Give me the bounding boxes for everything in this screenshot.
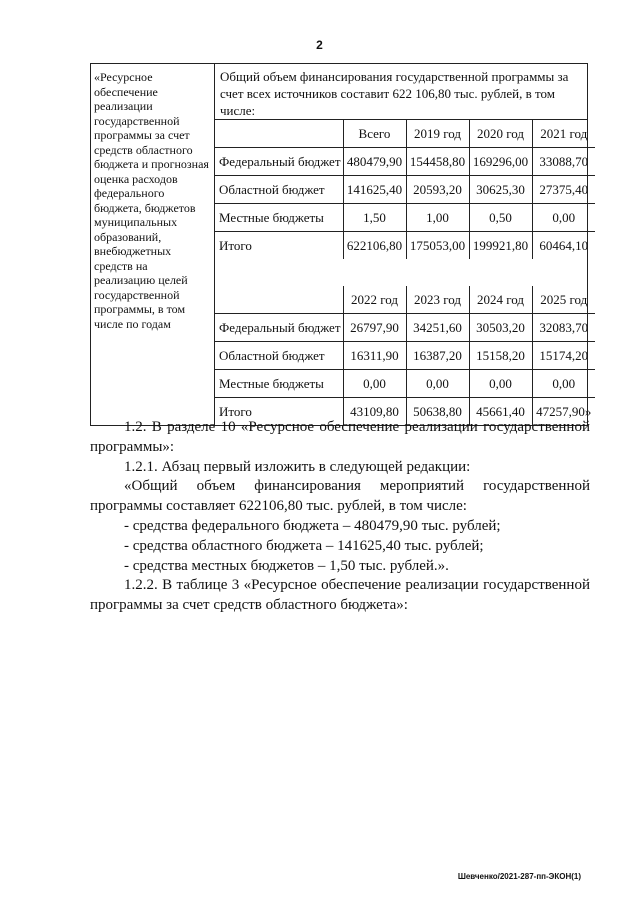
list-item-federal: - средства федерального бюджета – 480479,90 тыс. рублей; xyxy=(124,517,501,534)
amount-cell: 1,00 xyxy=(406,204,469,232)
amount-cell: 1,50 xyxy=(343,204,406,232)
amount-cell: 16387,20 xyxy=(406,342,469,370)
amount-cell: 141625,40 xyxy=(343,176,406,204)
amount-cell: 47257,90» xyxy=(532,398,595,426)
year-header-row xyxy=(215,120,595,148)
budget-source-label: Областной бюджет xyxy=(215,176,343,204)
amount-cell: 0,00 xyxy=(532,204,595,232)
block-separator-row xyxy=(215,259,595,286)
amount-cell: 30625,30 xyxy=(469,176,532,204)
amendment-text xyxy=(90,418,590,616)
paragraph-1-2-line-2: программы»: xyxy=(90,438,175,455)
year-header-row xyxy=(215,286,595,314)
financing-grid-cell xyxy=(215,120,592,426)
year-header-cell: 2023 год xyxy=(406,286,469,314)
year-header-cell: 2024 год xyxy=(469,286,532,314)
paragraph-1-2-line-1: 1.2. В разделе 10 «Ресурсное обеспечение реализации государственной xyxy=(124,419,590,435)
amount-cell: 27375,40 xyxy=(532,176,595,204)
budget-row xyxy=(215,314,595,342)
amount-cell: 169296,00 xyxy=(469,148,532,176)
year-header-cell: 2022 год xyxy=(343,286,406,314)
year-header-cell: 2021 год xyxy=(532,120,595,148)
header-blank-cell xyxy=(215,286,343,314)
header-blank-cell xyxy=(215,120,343,148)
resource-label: «Ресурсное обеспечение реализации государственной программы за счет средств областного бюджета и прогнозная оценка расходов федерального бюджета, бюджетов муниципальных образований, внебюджетных средств на реализацию целей государственной программы, в том числе по годам xyxy=(91,64,215,426)
financing-header-cell xyxy=(215,64,588,120)
budget-row xyxy=(215,176,595,204)
paragraph-1-2-1: 1.2.1. Абзац первый изложить в следующей редакции: xyxy=(124,458,471,475)
page-number: 2 xyxy=(316,38,323,52)
amount-cell: 199921,80 xyxy=(469,232,532,260)
paragraph-1-2-2-line-1: 1.2.2. В таблице 3 «Ресурсное обеспечение реализации государственной xyxy=(124,577,590,594)
year-header-cell: 2020 год xyxy=(469,120,532,148)
document-footer-code: Шевченко/2021-287-пп-ЭКОН(1) xyxy=(457,872,581,881)
budget-source-label: Итого xyxy=(215,398,343,426)
list-item-regional: - средства областного бюджета – 141625,40 тыс. рублей; xyxy=(124,537,484,554)
amount-cell: 0,00 xyxy=(406,370,469,398)
financing-block-2022-2025 xyxy=(215,286,595,425)
list-item-local: - средства местных бюджетов – 1,50 тыс. рублей.». xyxy=(124,557,449,574)
quote-line-2: программы составляет 622106,80 тыс. рублей, в том числе: xyxy=(90,498,467,515)
year-header-cell: 2019 год xyxy=(406,120,469,148)
amount-cell: 26797,90 xyxy=(343,314,406,342)
budget-source-label: Местные бюджеты xyxy=(215,204,343,232)
financing-header: Общий объем финансирования государственной программы за счет всех источников составит 622 106,80 тыс. рублей, в том числе: xyxy=(220,69,569,118)
amount-cell: 60464,10 xyxy=(532,232,595,260)
budget-row xyxy=(215,370,595,398)
budget-source-label: Итого xyxy=(215,232,343,260)
amount-cell: 50638,80 xyxy=(406,398,469,426)
budget-source-label: Федеральный бюджет xyxy=(215,314,343,342)
year-header-cell: 2025 год xyxy=(532,286,595,314)
amount-cell: 20593,20 xyxy=(406,176,469,204)
amount-cell: 0,00 xyxy=(469,370,532,398)
budget-row xyxy=(215,342,595,370)
amount-cell: 15158,20 xyxy=(469,342,532,370)
amount-cell: 33088,70 xyxy=(532,148,595,176)
budget-row xyxy=(215,204,595,232)
paragraph-1-2-2-line-2: программы за счет средств областного бюджета»: xyxy=(90,597,408,614)
amount-cell: 0,00 xyxy=(532,370,595,398)
amount-cell: 154458,80 xyxy=(406,148,469,176)
year-header-cell: Всего xyxy=(343,120,406,148)
amount-cell: 43109,80 xyxy=(343,398,406,426)
amount-cell: 45661,40 xyxy=(469,398,532,426)
block-separator xyxy=(215,259,595,286)
budget-source-label: Местные бюджеты xyxy=(215,370,343,398)
amount-cell: 175053,00 xyxy=(406,232,469,260)
amount-cell: 32083,70 xyxy=(532,314,595,342)
amount-cell: 0,50 xyxy=(469,204,532,232)
resource-table xyxy=(90,63,592,426)
budget-row xyxy=(215,232,595,260)
amount-cell: 34251,60 xyxy=(406,314,469,342)
amount-cell: 15174,20 xyxy=(532,342,595,370)
financing-grid xyxy=(215,120,595,425)
amount-cell: 0,00 xyxy=(343,370,406,398)
amount-cell: 622106,80 xyxy=(343,232,406,260)
budget-row xyxy=(215,148,595,176)
quote-line-1: «Общий объем финансирования мероприятий государственной xyxy=(124,478,590,495)
amount-cell: 30503,20 xyxy=(469,314,532,342)
financing-block-2019-2021 xyxy=(215,120,595,259)
amount-cell: 16311,90 xyxy=(343,342,406,370)
budget-source-label: Областной бюджет xyxy=(215,342,343,370)
amount-cell: 480479,90 xyxy=(343,148,406,176)
budget-source-label: Федеральный бюджет xyxy=(215,148,343,176)
